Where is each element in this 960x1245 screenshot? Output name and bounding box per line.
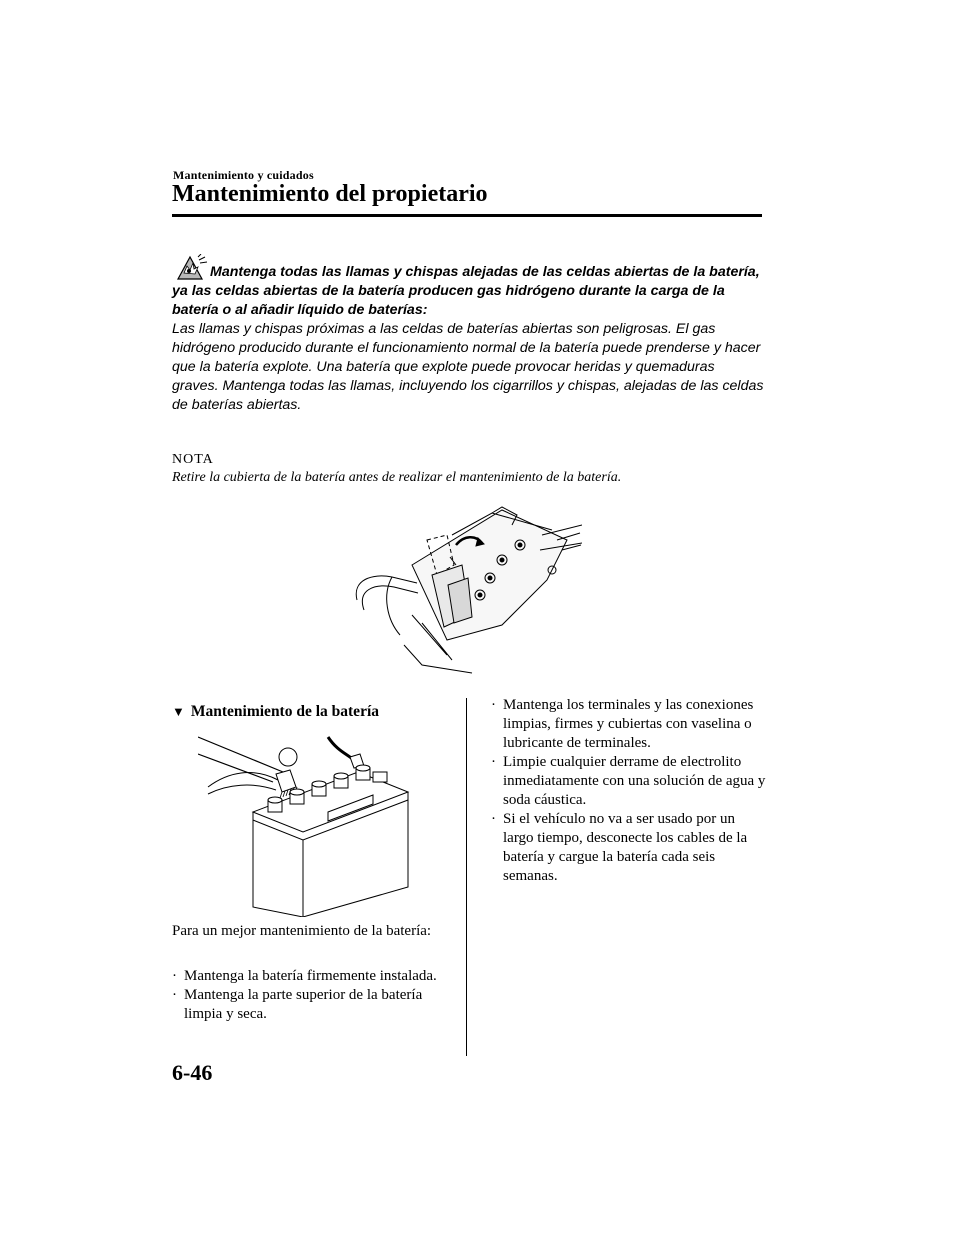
list-item-text: Mantenga los terminales y las conexiones limpias, firmes y cubiertas con vaselina o lubricante de terminales. — [503, 697, 754, 751]
battery-cover-illustration — [352, 505, 582, 675]
list-item-text: Si el vehículo no va a ser usado por un largo tiempo, desconecte los cables de la batería y cargue la batería cada seis semanas. — [503, 811, 748, 884]
note-label: NOTA — [172, 452, 214, 467]
warning-body: Las llamas y chispas próximas a las celdas de baterías abiertas son peligrosas. El gas hidrógeno producido durante el funcionamiento normal de la batería puede prenderse y hacer que la batería explote. Una batería que explote puede provocar heridas y quemaduras graves. Mantenga todas las llamas, incluyendo los cigarrillos y chispas, alejadas de las celdas de baterías abiertas. — [172, 321, 764, 413]
warning-block — [172, 254, 764, 415]
subsection-heading — [172, 702, 452, 721]
list-item — [172, 967, 452, 986]
intro-text: Para un mejor mantenimiento de la batería: — [172, 923, 432, 939]
bullet-icon: · — [491, 811, 496, 827]
explosion-warning-icon — [172, 254, 208, 280]
page-number: 6-46 — [172, 1060, 213, 1085]
bullet-icon: · — [491, 754, 496, 770]
list-item — [491, 810, 766, 886]
list-item — [491, 696, 766, 753]
triangle-marker-icon: ▼ — [172, 704, 185, 719]
list-item — [172, 986, 452, 1024]
column-divider — [466, 698, 467, 1056]
list-item-text: Mantenga la batería firmemente instalada. — [184, 968, 437, 984]
title-rule — [172, 214, 762, 217]
list-item-text: Limpie cualquier derrame de electrolito inmediatamente con una solución de agua y soda cáustica. — [503, 754, 766, 808]
subsection-heading-text: Mantenimiento de la batería — [190, 703, 380, 720]
left-bullet-list — [172, 967, 452, 1024]
bullet-icon: · — [491, 697, 496, 713]
warning-heading: Mantenga todas las llamas y chispas alejadas de las celdas abiertas de la batería, ya las celdas abiertas de la batería producen gas hidrógeno durante la carga de la batería o al añadir líquido de baterías: — [172, 264, 760, 318]
note-text: Retire la cubierta de la batería antes de realizar el mantenimiento de la batería. — [172, 470, 622, 485]
page-title: Mantenimiento del propietario — [172, 181, 488, 207]
warning-heading-line — [172, 254, 764, 320]
right-bullet-list — [491, 696, 766, 886]
bullet-icon: · — [172, 968, 177, 984]
list-item-text: Mantenga la parte superior de la batería limpia y seca. — [184, 987, 423, 1022]
left-column — [172, 702, 452, 1022]
list-item — [491, 753, 766, 810]
chapter-label: Mantenimiento y cuidados — [173, 168, 314, 182]
bullet-icon: · — [172, 987, 177, 1003]
battery-cleaning-illustration — [198, 732, 413, 917]
